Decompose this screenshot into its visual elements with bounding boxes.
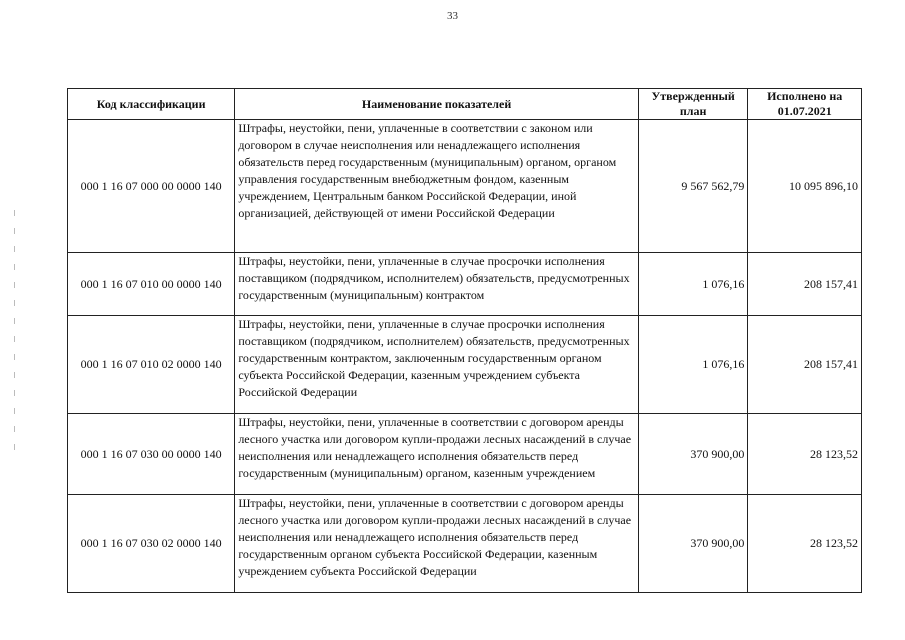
- margin-mark: [14, 282, 15, 288]
- classification-code: 000 1 16 07 030 00 0000 140: [68, 414, 235, 495]
- header-plan: Утвержденный план: [638, 89, 748, 120]
- table-body: [68, 120, 862, 593]
- margin-mark: [14, 336, 15, 342]
- header-code: Код классификации: [68, 89, 235, 120]
- indicator-name: Штрафы, неустойки, пени, уплаченные в соответствии с договором аренды лесного участка или договором купли-продажи лесных насаждений в случае неисполнения или ненадлежащего исполнения обязательств перед государственным (муниципальным) органом, казенным учреждением: [235, 414, 639, 495]
- margin-mark: [14, 228, 15, 234]
- margin-mark: [14, 408, 15, 414]
- table-row: [68, 316, 862, 414]
- table-row: [68, 120, 862, 253]
- margin-marks: [14, 210, 16, 462]
- header-row: [68, 89, 862, 120]
- page-number: 33: [447, 10, 458, 22]
- classification-code: 000 1 16 07 000 00 0000 140: [68, 120, 235, 253]
- table-row: [68, 495, 862, 593]
- approved-plan: 1 076,16: [638, 316, 748, 414]
- budget-table: [67, 88, 862, 593]
- header-name: Наименование показателей: [235, 89, 639, 120]
- margin-mark: [14, 318, 15, 324]
- margin-mark: [14, 210, 15, 216]
- executed-amount: 28 123,52: [748, 495, 862, 593]
- executed-amount: 208 157,41: [748, 253, 862, 316]
- table-row: [68, 253, 862, 316]
- approved-plan: 1 076,16: [638, 253, 748, 316]
- margin-mark: [14, 372, 15, 378]
- margin-mark: [14, 426, 15, 432]
- margin-mark: [14, 444, 15, 450]
- indicator-name: Штрафы, неустойки, пени, уплаченные в соответствии с договором аренды лесного участка или договором купли-продажи лесных насаждений в случае неисполнения или ненадлежащего исполнения обязательств перед государственным органом субъекта Российской Федерации, казенным учреждением субъекта Российской Федерации: [235, 495, 639, 593]
- indicator-name: Штрафы, неустойки, пени, уплаченные в случае просрочки исполнения поставщиком (подрядчиком, исполнителем) обязательств, предусмотренных государственным контрактом, заключенным государственным органом субъекта Российской Федерации, казенным учреждением субъекта Российской Федерации: [235, 316, 639, 414]
- margin-mark: [14, 264, 15, 270]
- indicator-name: Штрафы, неустойки, пени, уплаченные в случае просрочки исполнения поставщиком (подрядчиком, исполнителем) обязательств, предусмотренных государственным (муниципальным) контрактом: [235, 253, 639, 316]
- classification-code: 000 1 16 07 010 02 0000 140: [68, 316, 235, 414]
- executed-amount: 208 157,41: [748, 316, 862, 414]
- executed-amount: 10 095 896,10: [748, 120, 862, 253]
- table-row: [68, 414, 862, 495]
- header-done: Исполнено на 01.07.2021: [748, 89, 862, 120]
- approved-plan: 9 567 562,79: [638, 120, 748, 253]
- margin-mark: [14, 300, 15, 306]
- margin-mark: [14, 246, 15, 252]
- approved-plan: 370 900,00: [638, 414, 748, 495]
- classification-code: 000 1 16 07 030 02 0000 140: [68, 495, 235, 593]
- margin-mark: [14, 354, 15, 360]
- executed-amount: 28 123,52: [748, 414, 862, 495]
- table-header: [68, 89, 862, 120]
- classification-code: 000 1 16 07 010 00 0000 140: [68, 253, 235, 316]
- indicator-name: Штрафы, неустойки, пени, уплаченные в соответствии с законом или договором в случае неисполнения или ненадлежащего исполнения обязательств перед государственным (муниципальным) органом, органом управления государственным внебюджетным фондом, казенным учреждением, Центральным банком Российской Федерации, иной организацией, действующей от имени Российской Федерации: [235, 120, 639, 253]
- margin-mark: [14, 390, 15, 396]
- approved-plan: 370 900,00: [638, 495, 748, 593]
